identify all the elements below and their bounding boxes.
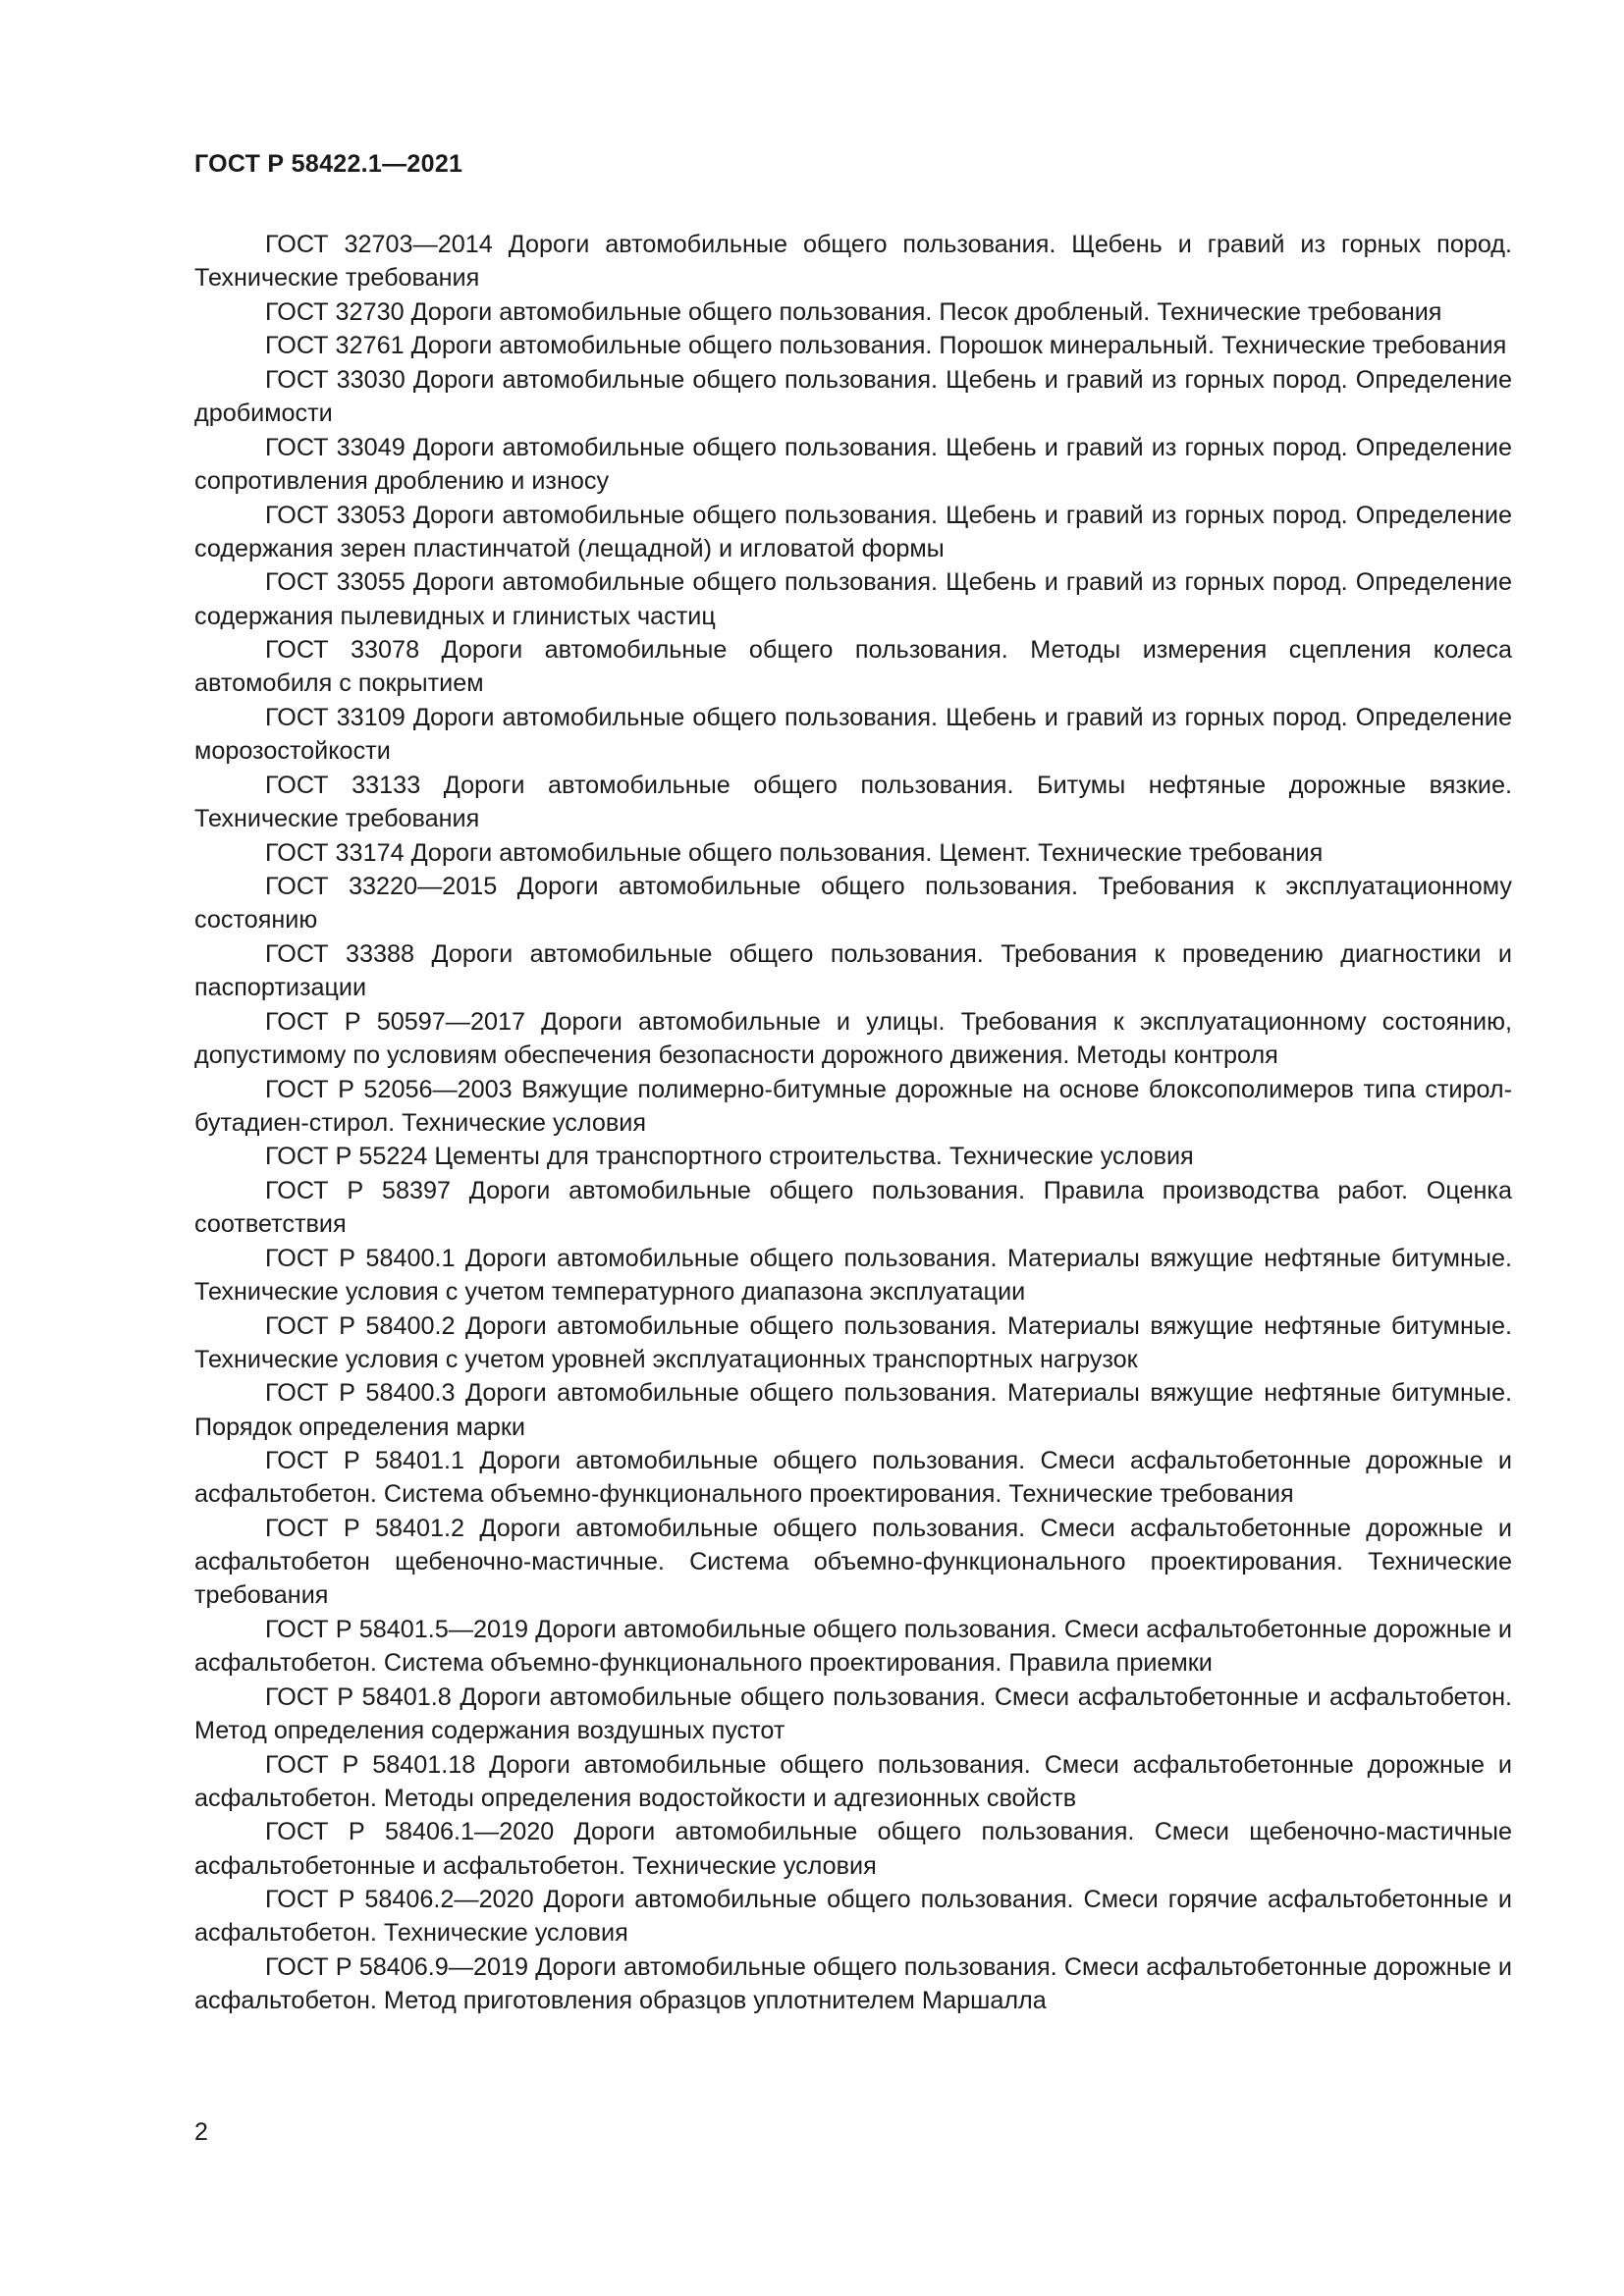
reference-item: ГОСТ Р 58397 Дороги автомобильные общего пользования. Правила производства работ. Оценка соответствия bbox=[194, 1176, 1512, 1239]
reference-item: ГОСТ Р 58401.18 Дороги автомобильные общего пользования. Смеси асфальтобетонные дорожные и асфальтобетон. Методы определения водостойкости и адгезионных свойств bbox=[194, 1750, 1512, 1812]
reference-item: ГОСТ 33049 Дороги автомобильные общего пользования. Щебень и гравий из горных пород. Определение сопротивления дроблению и износу bbox=[194, 433, 1512, 495]
document-code-header: ГОСТ Р 58422.1—2021 bbox=[194, 150, 463, 178]
reference-item: ГОСТ Р 55224 Цементы для транспортного строительства. Технические условия bbox=[265, 1143, 1194, 1171]
reference-item: ГОСТ 32703—2014 Дороги автомобильные общего пользования. Щебень и гравий из горных пород. Технические требования bbox=[194, 231, 1512, 293]
reference-item: ГОСТ 33174 Дороги автомобильные общего пользования. Цемент. Технические требования bbox=[265, 838, 1324, 867]
reference-item: ГОСТ 33388 Дороги автомобильные общего пользования. Требования к проведению диагностики и паспортизации bbox=[194, 939, 1512, 1002]
reference-item: ГОСТ Р 58401.2 Дороги автомобильные общего пользования. Смеси асфальтобетонные дорожные и асфальтобетон щебеночно-мастичные. Система объемно-функционального проектирования. Технические требования bbox=[194, 1514, 1512, 1610]
reference-item: ГОСТ 33109 Дороги автомобильные общего пользования. Щебень и гравий из горных пород. Определение морозостойкости bbox=[194, 703, 1512, 766]
reference-item: ГОСТ Р 50597—2017 Дороги автомобильные и улицы. Требования к эксплуатационному состоянию, допустимому по условиям обеспечения безопасности дорожного движения. Методы контроля bbox=[194, 1007, 1512, 1069]
reference-item: ГОСТ Р 58406.9—2019 Дороги автомобильные общего пользования. Смеси асфальтобетонные дорожные и асфальтобетон. Метод приготовления образцов уплотнителем Маршалла bbox=[194, 1952, 1512, 2015]
reference-item: ГОСТ Р 58401.5—2019 Дороги автомобильные общего пользования. Смеси асфальтобетонные дорожные и асфальтобетон. Система объемно-функционального проектирования. Правила приемки bbox=[194, 1615, 1512, 1678]
reference-item: ГОСТ Р 58401.8 Дороги автомобильные общего пользования. Смеси асфальтобетонные и асфальтобетон. Метод определения содержания воздушных пустот bbox=[194, 1682, 1512, 1744]
reference-item: ГОСТ 33055 Дороги автомобильные общего пользования. Щебень и гравий из горных пород. Определение содержания пылевидных и глинистых частиц bbox=[194, 568, 1512, 630]
reference-item: ГОСТ Р 58401.1 Дороги автомобильные общего пользования. Смеси асфальтобетонные дорожные и асфальтобетон. Система объемно-функционального проектирования. Технические требования bbox=[194, 1447, 1512, 1509]
reference-item: ГОСТ 33078 Дороги автомобильные общего пользования. Методы измерения сцепления колеса автомобиля с покрытием bbox=[194, 636, 1512, 698]
reference-item: ГОСТ Р 58406.1—2020 Дороги автомобильные общего пользования. Смеси щебеночно-мастичные асфальтобетонные и асфальтобетон. Технические условия bbox=[194, 1818, 1512, 1880]
reference-item: ГОСТ Р 52056—2003 Вяжущие полимерно-битумные дорожные на основе блоксополимеров типа стирол-бутадиен-стирол. Технические условия bbox=[194, 1075, 1512, 1137]
reference-item: ГОСТ 33133 Дороги автомобильные общего пользования. Битумы нефтяные дорожные вязкие. Технические требования bbox=[194, 771, 1512, 832]
reference-item: ГОСТ 32730 Дороги автомобильные общего пользования. Песок дробленый. Технические требования bbox=[265, 297, 1442, 326]
reference-item: ГОСТ Р 58400.3 Дороги автомобильные общего пользования. Материалы вяжущие нефтяные битумные. Порядок определения марки bbox=[194, 1379, 1512, 1441]
reference-item: ГОСТ 33220—2015 Дороги автомобильные общего пользования. Требования к эксплуатационному состоянию bbox=[194, 873, 1512, 934]
reference-item: ГОСТ Р 58400.1 Дороги автомобильные общего пользования. Материалы вяжущие нефтяные битумные. Технические условия с учетом температурного диапазона эксплуатации bbox=[194, 1244, 1512, 1306]
page-number: 2 bbox=[194, 2118, 208, 2146]
reference-item: ГОСТ 33030 Дороги автомобильные общего пользования. Щебень и гравий из горных пород. Определение дробимости bbox=[194, 365, 1512, 428]
reference-item: ГОСТ Р 58406.2—2020 Дороги автомобильные общего пользования. Смеси горячие асфальтобетонные и асфальтобетон. Технические условия bbox=[194, 1886, 1512, 1948]
reference-item: ГОСТ 32761 Дороги автомобильные общего пользования. Порошок минеральный. Технические требования bbox=[265, 332, 1507, 360]
normative-references-list bbox=[194, 228, 1512, 2018]
reference-item: ГОСТ Р 58400.2 Дороги автомобильные общего пользования. Материалы вяжущие нефтяные битумные. Технические условия с учетом уровней эксплуатационных транспортных нагрузок bbox=[194, 1311, 1512, 1373]
reference-item: ГОСТ 33053 Дороги автомобильные общего пользования. Щебень и гравий из горных пород. Определение содержания зерен пластинчатой (лещадной) и игловатой формы bbox=[194, 501, 1512, 562]
